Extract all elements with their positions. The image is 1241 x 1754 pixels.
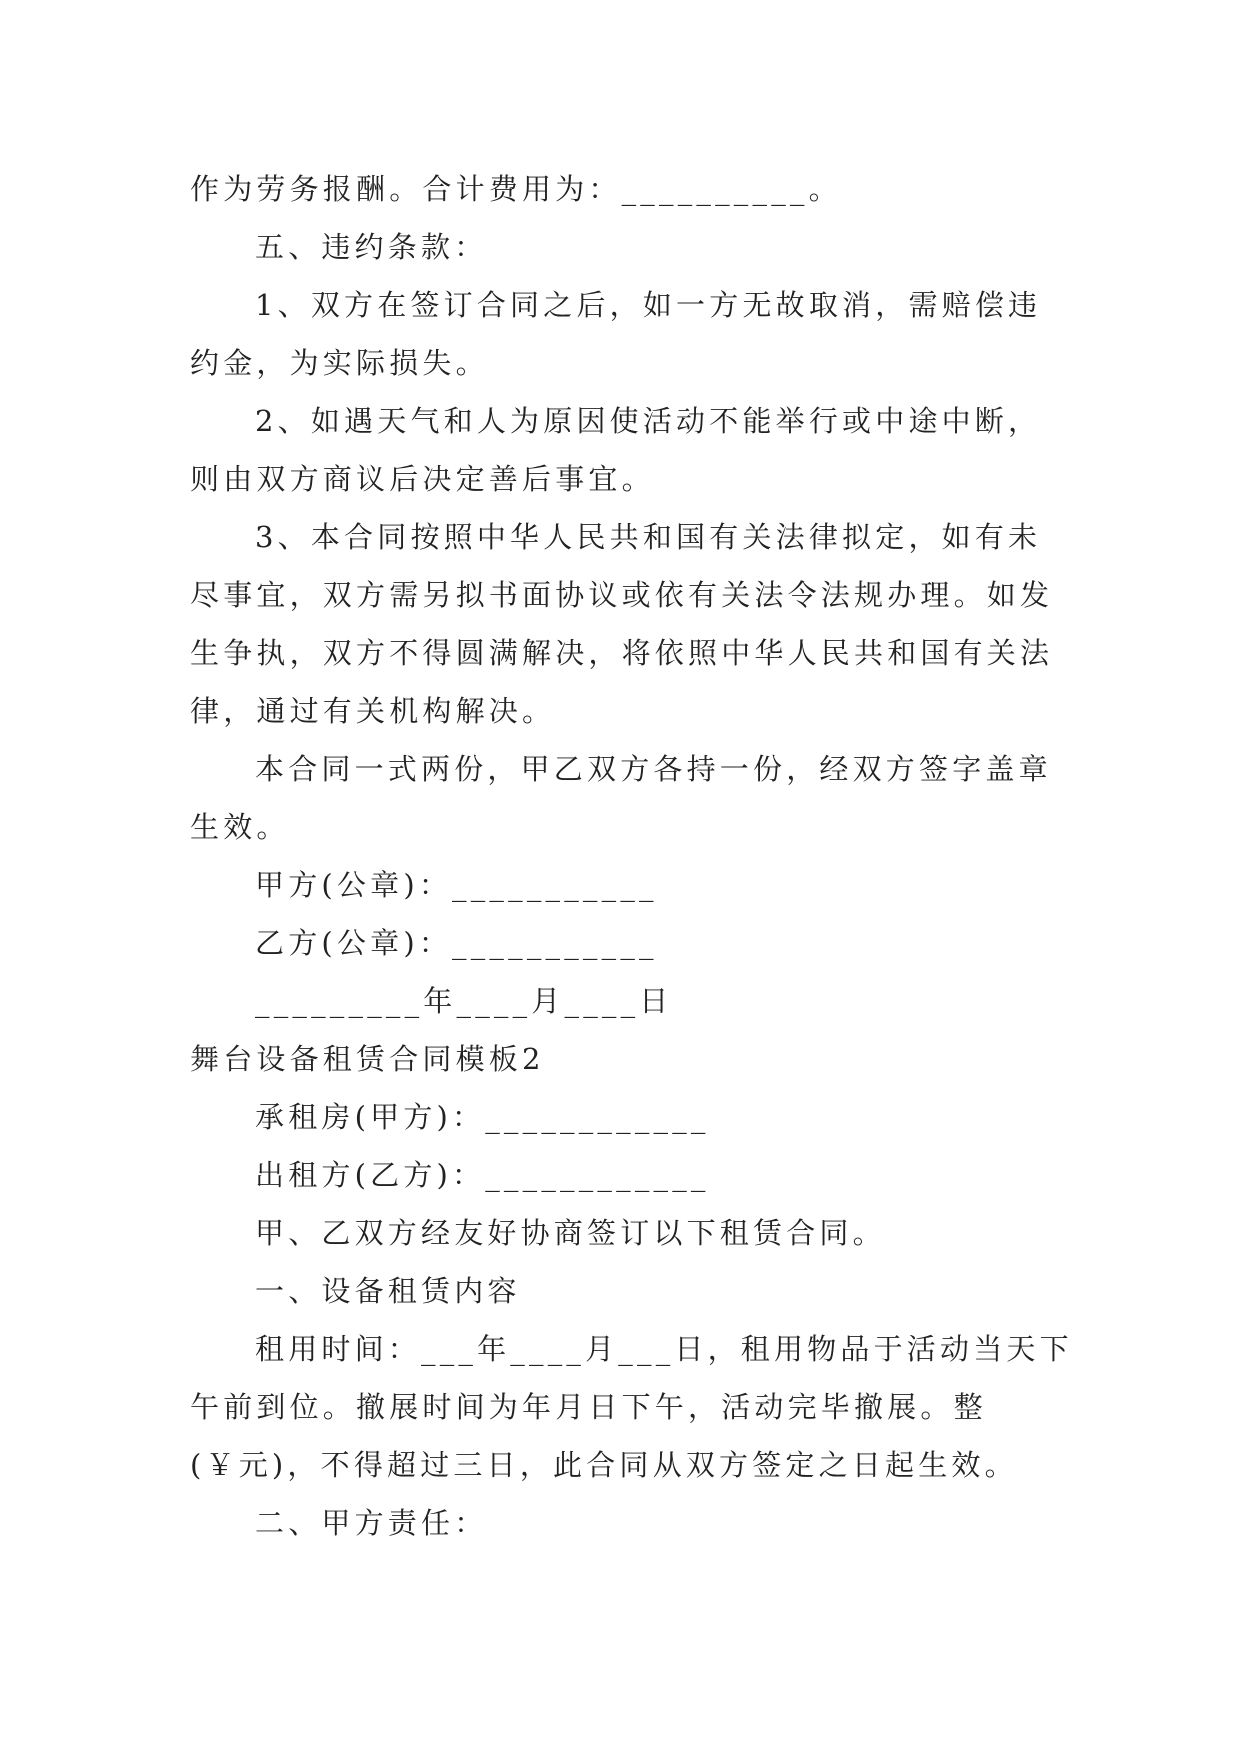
- paragraph-line: 租用时间：___年____月___日，租用物品于活动当天下: [255, 1332, 1073, 1366]
- paragraph-line: 生效。: [190, 810, 290, 844]
- party-b-seal-line: 乙方(公章)：___________: [255, 926, 658, 960]
- paragraph-line: 律，通过有关机构解决。: [190, 694, 556, 728]
- section-heading-rental-content: 一、设备租赁内容: [255, 1274, 521, 1308]
- paragraph-line: 1、双方在签订合同之后，如一方无故取消，需赔偿违: [255, 288, 1042, 322]
- date-line: _________年____月____日: [255, 984, 673, 1018]
- paragraph-line: 3、本合同按照中华人民共和国有关法律拟定，如有未: [255, 520, 1042, 554]
- paragraph-line: 甲、乙双方经友好协商签订以下租赁合同。: [255, 1216, 886, 1250]
- paragraph-line: 本合同一式两份，甲乙双方各持一份，经双方签字盖章: [255, 752, 1052, 786]
- party-a-seal-line: 甲方(公章)：___________: [255, 868, 658, 902]
- paragraph-line: 约金，为实际损失。: [190, 346, 489, 380]
- section-heading-party-a-duties: 二、甲方责任：: [255, 1506, 488, 1540]
- section-heading-breach: 五、违约条款：: [255, 230, 488, 264]
- paragraph-line: (￥元)，不得超过三日，此合同从双方签定之日起生效。: [190, 1448, 1018, 1482]
- paragraph-line: 2、如遇天气和人为原因使活动不能举行或中途中断，: [255, 404, 1042, 438]
- lessor-line: 出租方(乙方)：____________: [255, 1158, 710, 1192]
- lessee-line: 承租房(甲方)：____________: [255, 1100, 710, 1134]
- paragraph-line: 作为劳务报酬。合计费用为：__________。: [190, 172, 842, 206]
- paragraph-line: 午前到位。撤展时间为年月日下午，活动完毕撤展。整: [190, 1390, 987, 1424]
- template-title: 舞台设备租赁合同模板2: [190, 1042, 545, 1076]
- paragraph-line: 则由双方商议后决定善后事宜。: [190, 462, 655, 496]
- paragraph-line: 尽事宜，双方需另拟书面协议或依有关法令法规办理。如发: [190, 578, 1054, 612]
- document-body: [190, 160, 1073, 1552]
- paragraph-line: 生争执，双方不得圆满解决，将依照中华人民共和国有关法: [190, 636, 1054, 670]
